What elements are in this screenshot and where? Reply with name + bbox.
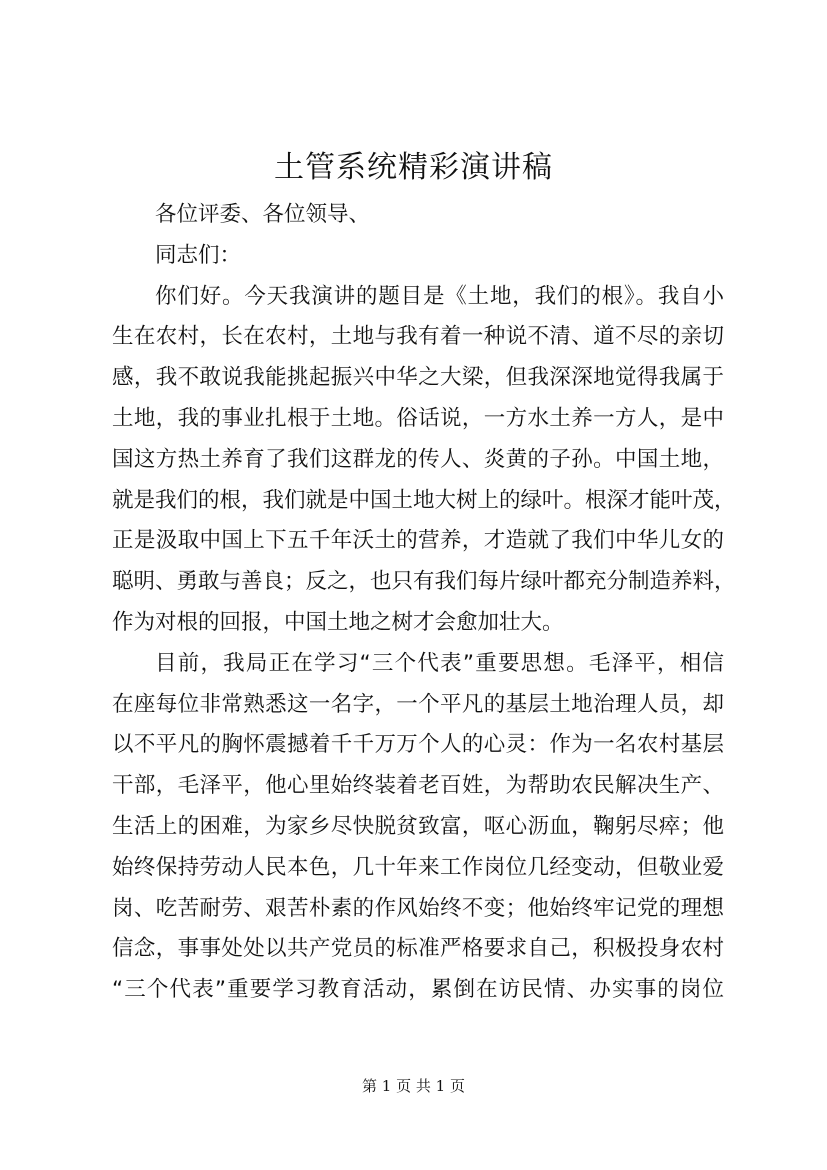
text-line: 在座每位非常熟悉这一名字，一个平凡的基层土地治理人员，却 — [112, 691, 724, 717]
text-line: 土地，我的事业扎根于土地。俗话说，一方水土养一方人，是中 — [112, 405, 724, 431]
text-line: 岗、吃苦耐劳、艰苦朴素的作风始终不变；他始终牢记党的理想 — [112, 895, 724, 921]
text-line: 你们好。今天我演讲的题目是《土地，我们的根》。我自小 — [155, 283, 724, 309]
text-line: 生在农村，长在农村，土地与我有着一种说不清、道不尽的亲切 — [112, 324, 724, 350]
text-line: 信念，事事处处以共产党员的标准严格要求自己，积极投身农村 — [112, 936, 724, 962]
text-line: 感，我不敢说我能挑起振兴中华之大梁，但我深深地觉得我属于 — [112, 365, 724, 391]
text-line: “三个代表”重要学习教育活动，累倒在访民情、办实事的岗位 — [112, 977, 724, 1003]
document-body — [112, 195, 736, 1011]
document-title: 土管系统精彩演讲稿 — [274, 150, 553, 185]
text-line: 就是我们的根，我们就是中国土地大树上的绿叶。根深才能叶茂， — [112, 487, 736, 513]
text-line: 目前，我局正在学习“三个代表”重要思想。毛泽平，相信 — [155, 650, 724, 676]
salutation-line: 各位评委、各位领导、 — [155, 202, 371, 227]
salutation-line: 同志们： — [155, 242, 242, 268]
page-footer: 第 1 页 共 1 页 — [362, 1077, 465, 1095]
text-line: 作为对根的回报，中国土地之树才会愈加壮大。 — [112, 609, 564, 635]
text-line: 聪明、勇敢与善良；反之，也只有我们每片绿叶都充分制造养料， — [112, 569, 736, 595]
text-line: 始终保持劳动人民本色，几十年来工作岗位几经变动，但敬业爱 — [112, 854, 724, 880]
text-line: 国这方热土养育了我们这群龙的传人、炎黄的子孙。中国土地， — [112, 446, 724, 472]
paragraph-2 — [112, 644, 724, 1011]
text-line: 以不平凡的胸怀震撼着千千万万个人的心灵：作为一名农村基层 — [112, 732, 724, 758]
text-line: 干部，毛泽平，他心里始终装着老百姓，为帮助农民解决生产、 — [112, 773, 724, 799]
text-line: 正是汲取中国上下五千年沃土的营养，才造就了我们中华儿女的 — [112, 528, 724, 554]
text-line: 生活上的困难，为家乡尽快脱贫致富，呕心沥血，鞠躬尽瘁；他 — [112, 813, 724, 839]
paragraph-1 — [112, 277, 736, 644]
